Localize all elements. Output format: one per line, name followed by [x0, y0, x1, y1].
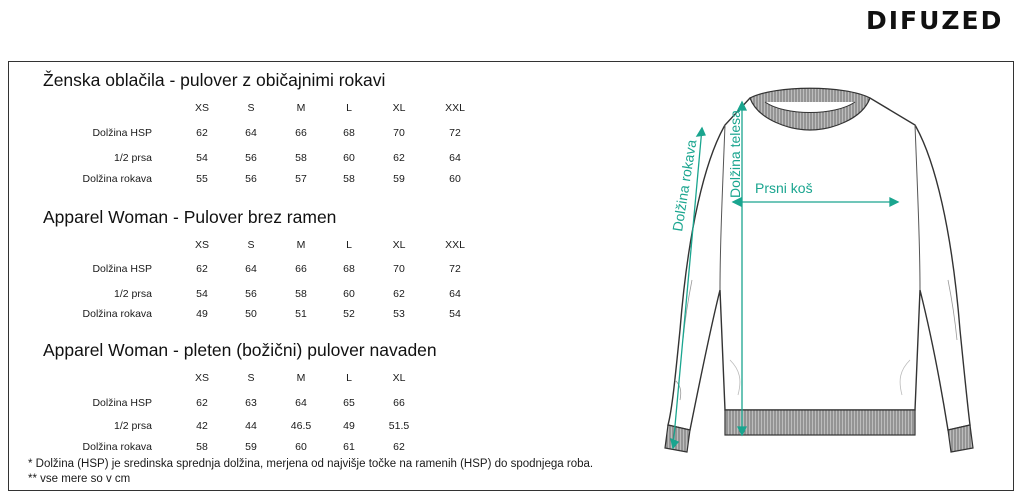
- sleeve-length-label: Dolžina rokava: [669, 138, 700, 233]
- brand-logo: DIFUZED: [866, 6, 1004, 35]
- table-cell: 58: [295, 152, 307, 164]
- body-length-label: Dolžina telesa: [727, 110, 743, 198]
- table-cell: 58: [295, 288, 307, 300]
- footnote-hsp: * Dolžina (HSP) je sredinska sprednja dolžina, merjena od najvišje točke na ramenih (HSP) do spodnjega roba.: [28, 458, 594, 470]
- table-cell: 64: [245, 127, 257, 139]
- size-header: L: [346, 239, 352, 251]
- table-cell: 60: [343, 288, 355, 300]
- table-cell: 66: [295, 263, 307, 275]
- sweater-right-cuff: [948, 425, 973, 452]
- row-label: Dolžina rokava: [82, 308, 152, 320]
- row-label: Dolžina HSP: [92, 263, 152, 275]
- footnote-units: ** vse mere so v cm: [28, 473, 131, 485]
- table-cell: 54: [449, 308, 461, 320]
- row-label: Dolžina HSP: [92, 127, 152, 139]
- table-cell: 64: [449, 288, 461, 300]
- table-cell: 50: [245, 308, 257, 320]
- table-cell: 62: [393, 441, 405, 453]
- sweater-hem: [725, 410, 915, 435]
- row-label: Dolžina rokava: [82, 173, 152, 185]
- size-header: L: [346, 102, 352, 114]
- table-cell: 54: [196, 288, 208, 300]
- table-cell: 49: [196, 308, 208, 320]
- table-cell: 59: [245, 441, 257, 453]
- table-title: Apparel Woman - pleten (božični) pulover navaden: [43, 340, 437, 360]
- table-cell: 66: [393, 397, 405, 409]
- table-cell: 55: [196, 173, 208, 185]
- table-cell: 46.5: [290, 420, 312, 432]
- table-cell: 53: [393, 308, 405, 320]
- row-label: 1/2 prsa: [114, 420, 152, 432]
- size-header: XS: [194, 239, 209, 251]
- table-cell: 57: [295, 173, 307, 185]
- table-cell: 56: [245, 152, 257, 164]
- size-header: L: [346, 372, 352, 384]
- size-header: XS: [194, 372, 209, 384]
- row-label: 1/2 prsa: [114, 288, 152, 300]
- table-title: Ženska oblačila - pulover z običajnimi rokavi: [43, 70, 386, 90]
- sweater-left-cuff: [665, 425, 690, 452]
- table-cell: 60: [295, 441, 307, 453]
- table-cell: 72: [449, 263, 461, 275]
- size-header: XL: [392, 239, 406, 251]
- table-cell: 64: [449, 152, 461, 164]
- table-cell: 62: [196, 397, 208, 409]
- size-header: S: [247, 239, 255, 251]
- table-cell: 68: [343, 127, 355, 139]
- size-header: XL: [392, 102, 406, 114]
- table-cell: 68: [343, 263, 355, 275]
- size-header: M: [296, 372, 306, 384]
- row-label: 1/2 prsa: [114, 152, 152, 164]
- table-title: Apparel Woman - Pulover brez ramen: [43, 207, 337, 227]
- table-cell: 70: [393, 263, 405, 275]
- table-cell: 56: [245, 288, 257, 300]
- table-cell: 62: [196, 127, 208, 139]
- table-cell: 52: [343, 308, 355, 320]
- table-cell: 64: [245, 263, 257, 275]
- table-cell: 65: [343, 397, 355, 409]
- sweater-body-outline: [668, 94, 970, 431]
- table-cell: 63: [245, 397, 257, 409]
- size-header: XXL: [445, 239, 465, 251]
- table-cell: 56: [245, 173, 257, 185]
- table-cell: 42: [196, 420, 208, 432]
- sweater-diagram: [630, 80, 980, 455]
- table-cell: 66: [295, 127, 307, 139]
- table-cell: 60: [449, 173, 461, 185]
- size-header: S: [247, 102, 255, 114]
- size-header: M: [296, 102, 306, 114]
- table-cell: 62: [393, 152, 405, 164]
- table-cell: 59: [393, 173, 405, 185]
- size-header: XXL: [445, 102, 465, 114]
- size-header: S: [247, 372, 255, 384]
- table-cell: 58: [343, 173, 355, 185]
- table-cell: 51.5: [388, 420, 410, 432]
- table-cell: 58: [196, 441, 208, 453]
- size-header: M: [296, 239, 306, 251]
- table-cell: 62: [196, 263, 208, 275]
- table-cell: 62: [393, 288, 405, 300]
- row-label: Dolžina HSP: [92, 397, 152, 409]
- table-cell: 60: [343, 152, 355, 164]
- table-cell: 70: [393, 127, 405, 139]
- table-cell: 61: [343, 441, 355, 453]
- table-cell: 51: [295, 308, 307, 320]
- size-header: XL: [392, 372, 406, 384]
- chest-label: Prsni koš: [755, 180, 813, 196]
- table-cell: 44: [245, 420, 257, 432]
- table-cell: 54: [196, 152, 208, 164]
- table-cell: 72: [449, 127, 461, 139]
- row-label: Dolžina rokava: [82, 441, 152, 453]
- table-cell: 64: [295, 397, 307, 409]
- table-cell: 49: [343, 420, 355, 432]
- size-header: XS: [194, 102, 209, 114]
